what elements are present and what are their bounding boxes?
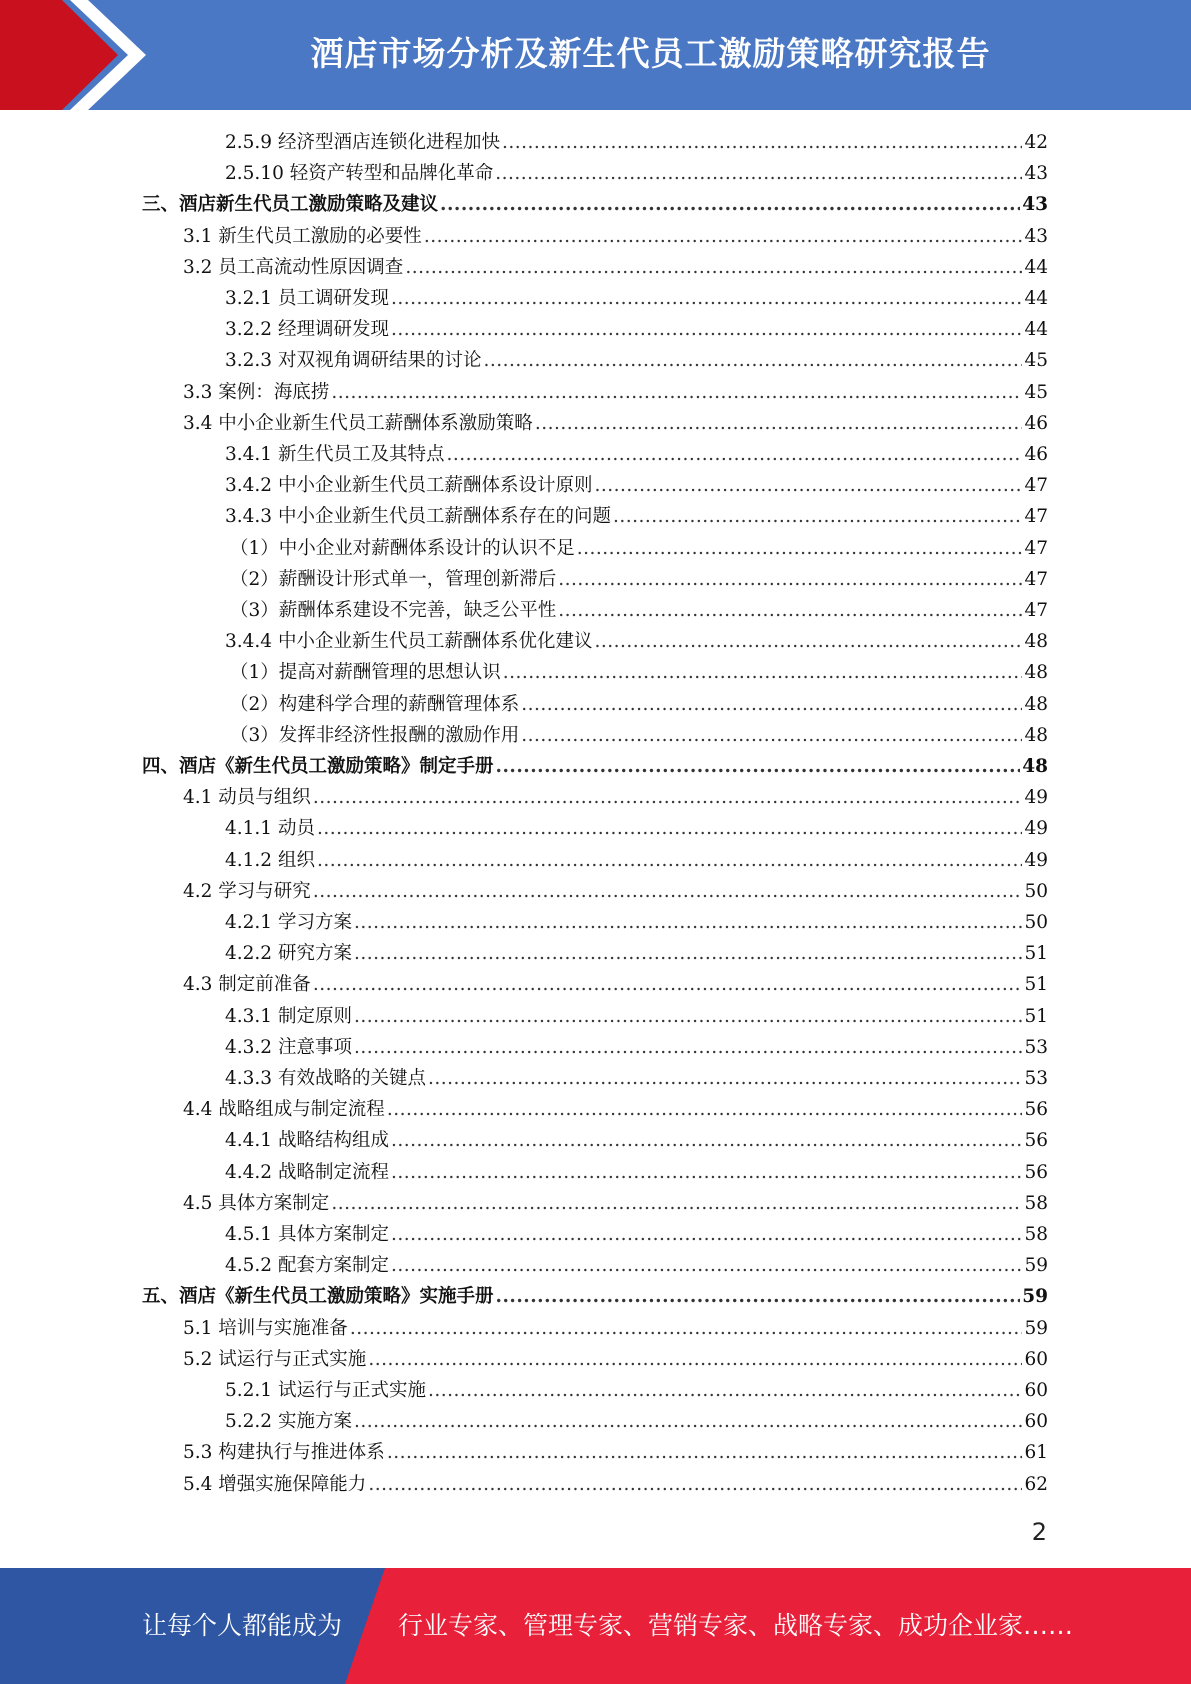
toc-dot-leader xyxy=(446,440,1022,470)
toc-entry[interactable] xyxy=(230,596,1048,626)
toc-dot-leader xyxy=(577,534,1023,564)
toc-entry[interactable] xyxy=(225,627,1048,657)
toc-entry[interactable] xyxy=(225,1220,1048,1250)
toc-entry[interactable] xyxy=(225,908,1048,938)
toc-entry-label: 4.2.2 研究方案 xyxy=(225,943,352,965)
toc-entry-label: （1）中小企业对薪酬体系设计的认识不足 xyxy=(230,537,575,559)
toc-dot-leader xyxy=(594,471,1022,501)
toc-entry-label: 5.2.1 试运行与正式实施 xyxy=(225,1380,426,1401)
toc-dot-leader xyxy=(391,284,1022,314)
toc-entry-label: 4.1.2 组织 xyxy=(225,849,315,871)
toc-entry[interactable] xyxy=(225,814,1048,844)
toc-entry-label: 4.4.1 战略结构组成 xyxy=(225,1130,389,1152)
toc-entry-label: 4.1.1 动员 xyxy=(225,818,315,840)
toc-dot-leader xyxy=(391,1251,1022,1281)
toc-entry[interactable] xyxy=(183,222,1048,252)
toc-entry-label: 4.3 制定前准备 xyxy=(183,974,311,996)
toc-dot-leader xyxy=(496,1282,1021,1312)
toc-entry-label: 5.3 构建执行与推进体系 xyxy=(183,1442,385,1464)
toc-entry-label: 3.4.1 新生代员工及其特点 xyxy=(225,444,445,465)
toc-entry[interactable] xyxy=(230,565,1048,595)
toc-entry[interactable] xyxy=(183,378,1048,408)
toc-entry-page: 47 xyxy=(1024,506,1048,528)
toc-dot-leader xyxy=(558,596,1022,626)
toc-entry[interactable] xyxy=(142,752,1048,782)
toc-dot-leader xyxy=(496,752,1021,782)
toc-entry[interactable] xyxy=(230,534,1048,564)
toc-dot-leader xyxy=(483,346,1022,376)
toc-entry-page: 47 xyxy=(1024,568,1048,590)
toc-entry-page: 56 xyxy=(1024,1099,1048,1121)
toc-entry-page: 44 xyxy=(1024,256,1048,278)
toc-entry-page: 51 xyxy=(1024,943,1048,965)
toc-entry-page: 56 xyxy=(1024,1130,1048,1152)
toc-entry[interactable] xyxy=(225,939,1048,969)
toc-entry-label: （3）薪酬体系建设不完善，缺乏公平性 xyxy=(230,600,557,621)
toc-entry-page: 44 xyxy=(1024,288,1048,309)
toc-entry[interactable] xyxy=(183,409,1048,439)
toc-entry-page: 56 xyxy=(1024,1161,1048,1183)
toc-entry[interactable] xyxy=(225,846,1048,876)
toc-entry-label: 五、酒店《新生代员工激励策略》实施手册 xyxy=(142,1286,494,1308)
toc-entry-label: 2.5.10 轻资产转型和品牌化革命 xyxy=(225,163,494,185)
toc-entry-label: 4.5 具体方案制定 xyxy=(183,1192,330,1214)
toc-entry-label: （2）薪酬设计形式单一，管理创新滞后 xyxy=(230,568,557,590)
toc-dot-leader xyxy=(558,565,1022,595)
toc-entry[interactable] xyxy=(230,721,1048,751)
report-header-banner xyxy=(0,0,1191,110)
toc-entry[interactable] xyxy=(225,440,1048,470)
toc-entry-label: 4.5.2 配套方案制定 xyxy=(225,1255,389,1277)
toc-entry-label: 4.1 动员与组织 xyxy=(183,787,311,809)
toc-entry[interactable] xyxy=(183,1438,1048,1468)
toc-entry[interactable] xyxy=(225,1002,1048,1032)
toc-entry-page: 59 xyxy=(1024,1255,1048,1277)
toc-entry[interactable] xyxy=(225,1064,1048,1094)
toc-entry-label: 5.2 试运行与正式实施 xyxy=(183,1348,367,1370)
toc-entry-page: 62 xyxy=(1024,1473,1048,1495)
toc-entry[interactable] xyxy=(225,1251,1048,1281)
toc-dot-leader xyxy=(354,939,1023,969)
toc-entry[interactable] xyxy=(225,159,1048,189)
toc-entry[interactable] xyxy=(225,284,1048,314)
toc-entry-page: 45 xyxy=(1024,381,1048,403)
toc-entry-page: 51 xyxy=(1024,1005,1048,1027)
toc-entry-page: 58 xyxy=(1024,1192,1048,1214)
toc-dot-leader xyxy=(405,253,1022,283)
toc-entry-label: 3.2.3 对双视角调研结果的讨论 xyxy=(225,350,482,372)
toc-entry[interactable] xyxy=(183,970,1048,1000)
toc-entry-label: 4.2 学习与研究 xyxy=(183,880,311,902)
toc-entry-label: 5.1 培训与实施准备 xyxy=(183,1317,348,1339)
toc-dot-leader xyxy=(428,1376,1022,1406)
toc-dot-leader xyxy=(331,378,1022,408)
toc-entry-label: （1）提高对薪酬管理的思想认识 xyxy=(230,662,501,684)
toc-dot-leader xyxy=(391,1158,1022,1188)
toc-entry[interactable] xyxy=(183,877,1048,907)
toc-entry[interactable] xyxy=(225,1407,1048,1437)
toc-entry-label: 2.5.9 经济型酒店连锁化进程加快 xyxy=(225,132,500,153)
toc-entry-page: 46 xyxy=(1024,412,1048,434)
toc-dot-leader xyxy=(424,222,1023,252)
toc-dot-leader xyxy=(535,409,1023,439)
toc-dot-leader xyxy=(317,814,1023,844)
toc-dot-leader xyxy=(521,721,1022,751)
toc-entry-page: 43 xyxy=(1022,194,1048,216)
toc-entry[interactable] xyxy=(183,1314,1048,1344)
toc-entry-page: 50 xyxy=(1024,880,1048,902)
toc-entry-label: 3.2 员工高流动性原因调查 xyxy=(183,256,404,278)
toc-dot-leader xyxy=(440,190,1020,220)
toc-entry-page: 61 xyxy=(1024,1442,1048,1464)
toc-entry-label: 3.2.1 员工调研发现 xyxy=(225,288,389,309)
toc-entry[interactable] xyxy=(142,1282,1048,1312)
toc-dot-leader xyxy=(350,1314,1023,1344)
toc-entry-label: 3.4.3 中小企业新生代员工薪酬体系存在的问题 xyxy=(225,506,611,528)
toc-entry-page: 45 xyxy=(1024,350,1048,372)
toc-dot-leader xyxy=(354,1033,1023,1063)
toc-entry[interactable] xyxy=(225,315,1048,345)
toc-entry-label: 4.3.3 有效战略的关键点 xyxy=(225,1068,426,1089)
toc-entry-label: 3.4.4 中小企业新生代员工薪酬体系优化建议 xyxy=(225,631,593,653)
toc-entry[interactable] xyxy=(225,1376,1048,1406)
toc-entry-label: 4.2.1 学习方案 xyxy=(225,912,352,933)
toc-dot-leader xyxy=(428,1064,1022,1094)
toc-entry-page: 49 xyxy=(1024,818,1048,840)
toc-entry[interactable] xyxy=(183,1470,1048,1500)
toc-dot-leader xyxy=(521,690,1022,720)
toc-entry[interactable] xyxy=(225,471,1048,501)
footer-slogan-right: 行业专家、管理专家、营销专家、战略专家、成功企业家…… xyxy=(398,1611,1074,1640)
toc-entry-label: 3.4 中小企业新生代员工薪酬体系激励策略 xyxy=(183,412,533,434)
toc-dot-leader xyxy=(502,128,1022,158)
toc-entry-page: 58 xyxy=(1024,1224,1048,1245)
toc-entry-label: （3）发挥非经济性报酬的激励作用 xyxy=(230,724,520,746)
toc-entry-page: 48 xyxy=(1024,724,1048,746)
footer-slogan-left: 让每个人都能成为 xyxy=(142,1611,343,1640)
toc-entry-label: 5.4 增强实施保障能力 xyxy=(183,1473,367,1495)
toc-entry-page: 47 xyxy=(1024,537,1048,559)
toc-entry-page: 59 xyxy=(1024,1317,1048,1339)
toc-dot-leader xyxy=(331,1189,1022,1219)
report-title: 酒店市场分析及新生代员工激励策略研究报告 xyxy=(310,34,991,73)
toc-entry-label: 4.5.1 具体方案制定 xyxy=(225,1224,389,1245)
toc-entry-label: 4.3.1 制定原则 xyxy=(225,1005,352,1027)
toc-dot-leader xyxy=(495,159,1022,189)
toc-dot-leader xyxy=(317,846,1023,876)
toc-entry-page: 48 xyxy=(1022,756,1048,777)
toc-entry-page: 50 xyxy=(1024,912,1048,933)
toc-entry[interactable] xyxy=(225,128,1048,158)
toc-entry-page: 59 xyxy=(1022,1286,1048,1308)
toc-dot-leader xyxy=(613,502,1022,532)
toc-entry-page: 60 xyxy=(1024,1348,1048,1370)
page-number: 2 xyxy=(1031,1518,1047,1546)
toc-entry-page: 42 xyxy=(1024,132,1048,153)
toc-entry-page: 48 xyxy=(1024,662,1048,684)
toc-entry[interactable] xyxy=(225,1158,1048,1188)
footer-banner xyxy=(0,1568,1191,1684)
toc-entry[interactable] xyxy=(183,1189,1048,1219)
toc-entry-label: 5.2.2 实施方案 xyxy=(225,1411,352,1433)
toc-entry-label: 四、酒店《新生代员工激励策略》制定手册 xyxy=(142,756,494,777)
toc-entry[interactable] xyxy=(225,502,1048,532)
toc-entry-label: 三、酒店新生代员工激励策略及建议 xyxy=(142,194,439,216)
toc-dot-leader xyxy=(391,1126,1022,1156)
toc-entry[interactable] xyxy=(225,1126,1048,1156)
toc-dot-leader xyxy=(313,783,1023,813)
toc-entry[interactable] xyxy=(230,658,1048,688)
toc-entry[interactable] xyxy=(183,783,1048,813)
toc-entry-label: 3.3 案例：海底捞 xyxy=(183,381,330,403)
toc-entry-page: 60 xyxy=(1024,1380,1048,1401)
toc-entry[interactable] xyxy=(225,1033,1048,1063)
toc-entry[interactable] xyxy=(183,1345,1048,1375)
toc-entry[interactable] xyxy=(225,346,1048,376)
toc-dot-leader xyxy=(368,1470,1022,1500)
toc-dot-leader xyxy=(391,1220,1022,1250)
toc-entry-page: 51 xyxy=(1024,974,1048,996)
toc-dot-leader xyxy=(354,1407,1023,1437)
toc-entry-page: 43 xyxy=(1024,163,1048,185)
toc-entry-page: 53 xyxy=(1024,1036,1048,1058)
toc-entry[interactable] xyxy=(142,190,1048,220)
toc-dot-leader xyxy=(387,1095,1023,1125)
toc-dot-leader xyxy=(594,627,1022,657)
toc-dot-leader xyxy=(354,1002,1023,1032)
toc-entry[interactable] xyxy=(183,253,1048,283)
toc-dot-leader xyxy=(313,877,1023,907)
toc-entry-label: （2）构建科学合理的薪酬管理体系 xyxy=(230,693,520,715)
toc-entry-page: 43 xyxy=(1024,225,1048,247)
toc-entry[interactable] xyxy=(230,690,1048,720)
toc-entry-label: 3.4.2 中小企业新生代员工薪酬体系设计原则 xyxy=(225,475,593,497)
toc-entry-page: 60 xyxy=(1024,1411,1048,1433)
toc-entry-label: 3.2.2 经理调研发现 xyxy=(225,319,389,341)
toc-entry-page: 48 xyxy=(1024,631,1048,653)
toc-dot-leader xyxy=(503,658,1023,688)
toc-entry[interactable] xyxy=(183,1095,1048,1125)
toc-dot-leader xyxy=(368,1345,1022,1375)
toc-entry-page: 49 xyxy=(1024,849,1048,871)
toc-dot-leader xyxy=(387,1438,1023,1468)
toc-entry-page: 53 xyxy=(1024,1068,1048,1089)
toc-entry-label: 4.4.2 战略制定流程 xyxy=(225,1161,389,1183)
toc-entry-label: 4.3.2 注意事项 xyxy=(225,1036,352,1058)
toc-dot-leader xyxy=(391,315,1022,345)
toc-entry-page: 48 xyxy=(1024,693,1048,715)
toc-dot-leader xyxy=(354,908,1023,938)
toc-entry-page: 49 xyxy=(1024,787,1048,809)
toc-entry-page: 46 xyxy=(1024,444,1048,465)
toc-dot-leader xyxy=(313,970,1023,1000)
toc-entry-page: 47 xyxy=(1024,475,1048,497)
toc-entry-page: 47 xyxy=(1024,600,1048,621)
toc-entry-label: 4.4 战略组成与制定流程 xyxy=(183,1099,385,1121)
toc-entry-label: 3.1 新生代员工激励的必要性 xyxy=(183,225,422,247)
toc-entry-page: 44 xyxy=(1024,319,1048,341)
